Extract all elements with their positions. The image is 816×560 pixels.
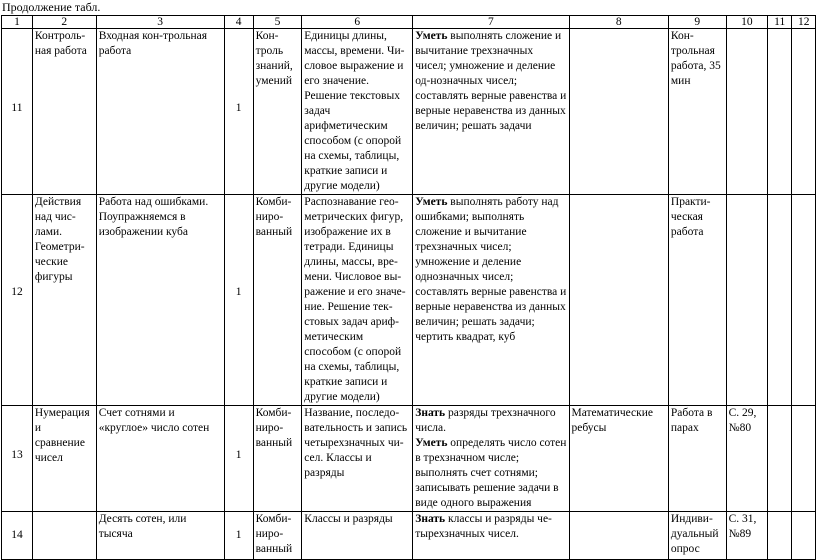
lesson-type-cell: Комби-ниро-ванный [253,512,302,560]
lesson-number: 13 [11,449,23,461]
header-row [2,16,816,29]
table-row [2,29,816,195]
date-fact-cell [792,195,816,406]
section-cell: Действия над чис-лами. Геометри-ческие фигуры [32,195,96,406]
table-row [2,406,816,512]
lesson-number-cell [2,195,33,406]
homework-cell [726,195,767,406]
hours-cell [224,195,253,406]
date-fact-cell [792,406,816,512]
date-fact-cell [792,512,816,560]
topic-cell: Работа над ошибками. Поупражняемся в изображении куба [96,195,224,406]
activity-cell [569,512,668,560]
activity-cell [569,29,668,195]
section-cell [32,512,96,560]
control-cell: Кон-трольная работа, 35 мин [668,29,726,195]
header-cell: 1 [2,16,33,29]
requirements-keyword: Уметь [415,437,448,449]
hours-cell [224,29,253,195]
lesson-type-cell: Кон-троль знаний, умений [253,29,302,195]
lesson-number-cell [2,512,33,560]
date-plan-cell [768,195,792,406]
header-cell: 5 [253,16,302,29]
header-cell: 12 [792,16,816,29]
topic-cell: Счет сотнями и «круглое» число сотен [96,406,224,512]
requirements-text: выполнять сложение и вычитание трехзначных чисел; умножение и деление од-нозначных чисел; составлять верные равенства и верные неравенства из данных величин; решать задачи [415,30,567,132]
requirements-cell [413,29,569,195]
requirements-text: выполнять работу над ошибками; выполнять сложение и вычитание трехзначных чисел; умножение и деление однозначных чисел; составлять верные равенства и верные неравенства из данных величин; решать задачи; чертить квадрат, куб [415,196,567,343]
activity-cell: Математические ребусы [569,406,668,512]
content-cell: Распознавание гео-метрических фигур, изображение их в тетради. Единицы длины, массы, вре-мени. Числовое вы-ражение и его значе-ние. Решение тек-стовых задач ариф-метическим способом (с опорой на схемы, таблицы, краткие записи и другие модели) [302,195,413,406]
requirements-keyword: Знать [415,513,446,525]
lesson-number-cell [2,406,33,512]
content-cell: Единицы длины, массы, времени. Чи-словое выражение и его значение. Решение текстовых задач арифметическим способом (с опорой на схемы, таблицы, краткие записи и другие модели) [302,29,413,195]
content-cell: Классы и разряды [302,512,413,560]
lesson-type-cell: Комби-ниро-ванный [253,195,302,406]
lesson-number: 14 [11,529,23,541]
activity-cell [569,195,668,406]
hours-value: 1 [235,286,242,298]
lesson-type-cell: Комби-ниро-ванный [253,406,302,512]
date-fact-cell [792,29,816,195]
header-cell: 2 [32,16,96,29]
header-cell: 11 [768,16,792,29]
lesson-plan-table [1,15,816,560]
section-cell: Нумерация и сравнение чисел [32,406,96,512]
header-cell: 10 [726,16,767,29]
requirements-keyword: Знать [415,407,446,419]
section-cell: Контроль-ная работа [32,29,96,195]
content-cell: Название, последо-вательность и запись четырехзначных чи-сел. Классы и разряды [302,406,413,512]
table-row [2,512,816,560]
header-cell: 7 [413,16,569,29]
hours-cell [224,512,253,560]
topic-cell: Входная кон-трольная работа [96,29,224,195]
hours-cell [224,406,253,512]
requirements-keyword: Уметь [415,196,448,208]
header-cell: 8 [569,16,668,29]
table-row [2,195,816,406]
lesson-number: 11 [11,102,23,114]
header-cell: 4 [224,16,253,29]
requirements-text: классы и разряды че-тырехзначных чисел. [415,513,552,540]
hours-value: 1 [235,529,242,541]
requirements-keyword: Уметь [415,30,448,42]
control-cell: Работа в парах [668,406,726,512]
requirements-cell [413,406,569,512]
hours-value: 1 [235,102,242,114]
requirements-cell [413,195,569,406]
header-cell: 6 [302,16,413,29]
requirements-text: определять число сотен в трехзначном числе; выполнять счет сотнями; записывать решение задачи в виде одного выражения [415,437,567,509]
control-cell: Практи-ческая работа [668,195,726,406]
table-caption: Продолжение табл. [2,0,101,14]
control-cell: Индиви-дуальный опрос [668,512,726,560]
homework-cell [726,29,767,195]
header-cell: 3 [96,16,224,29]
lesson-number-cell [2,29,33,195]
homework-cell: С. 29, №80 [726,406,767,512]
hours-value: 1 [235,449,242,461]
header-cell: 9 [668,16,726,29]
requirements-text: разряды трехзначного числа. [415,407,556,434]
lesson-number: 12 [11,286,23,298]
date-plan-cell [768,406,792,512]
date-plan-cell [768,512,792,560]
requirements-cell [413,512,569,560]
date-plan-cell [768,29,792,195]
homework-cell: С. 31, №89 [726,512,767,560]
topic-cell: Десять сотен, или тысяча [96,512,224,560]
